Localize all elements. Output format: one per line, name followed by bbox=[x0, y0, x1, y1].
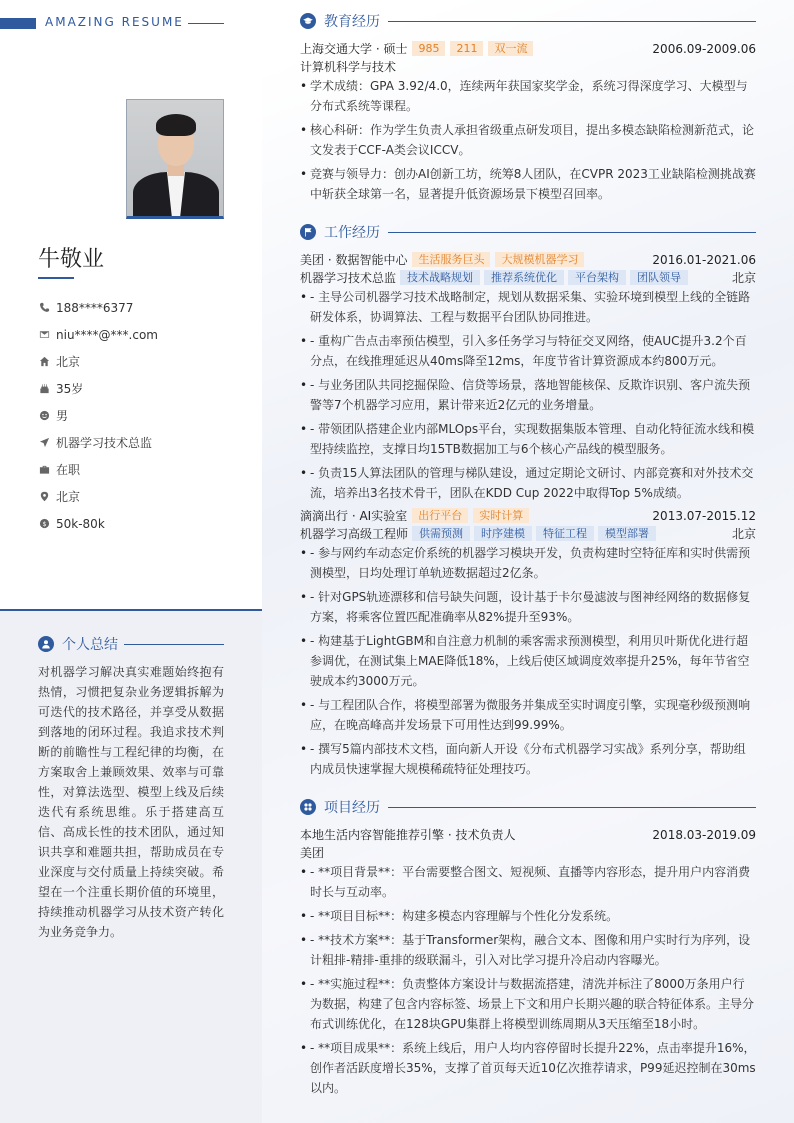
project-name-row bbox=[300, 826, 756, 843]
info-text: 188****6377 bbox=[56, 300, 134, 315]
education-date: 2006.09-2009.06 bbox=[652, 41, 756, 56]
project-date: 2018.03-2019.09 bbox=[652, 827, 756, 842]
education-divider bbox=[388, 21, 756, 22]
education-header bbox=[300, 11, 756, 31]
role-tag: 团队领导 bbox=[630, 270, 688, 285]
salary-icon bbox=[38, 518, 50, 530]
work-title: 工作经历 bbox=[324, 225, 380, 241]
list-item: • - 构建基于LightGBM和自注意力机制的乘客需求预测模型，利用贝叶斯优化进行超参调优，在测试集上MAE降低18%，上线后使区域调度效率提升25%，每年节省空驶成本约3000万元。 bbox=[300, 631, 756, 691]
job-role: 机器学习技术总监 bbox=[300, 271, 397, 285]
list-item: • 竞赛与领导力：创办AI创新工坊，统筹8人团队，在CVPR 2023工业缺陷检测挑战赛中斩获全球第一名，显著提升低资源场景下模型召回率。 bbox=[300, 164, 756, 204]
info-gender bbox=[38, 402, 248, 429]
flag-icon bbox=[300, 224, 316, 240]
projects-title: 项目经历 bbox=[324, 800, 380, 816]
job-bullets bbox=[300, 287, 756, 507]
role-tag: 时序建模 bbox=[474, 526, 532, 541]
send-icon bbox=[38, 437, 50, 449]
svg-text:$: $ bbox=[41, 519, 47, 528]
school-tag: 985 bbox=[412, 41, 445, 56]
face-icon bbox=[38, 410, 50, 422]
list-item: • - **项目背景**：平台需要整合图文、短视频、直播等内容形态，提升用户内容消费时长与互动率。 bbox=[300, 862, 756, 902]
info-text: 在职 bbox=[56, 463, 81, 477]
candidate-name: 牛敬业 bbox=[38, 247, 105, 272]
job-city: 北京 bbox=[731, 527, 756, 541]
summary-title: 个人总结 bbox=[62, 637, 118, 653]
contact-info-list bbox=[38, 294, 248, 537]
info-text: niu****@***.com bbox=[56, 327, 158, 342]
projects-header bbox=[300, 797, 756, 817]
list-item: • - **技术方案**：基于Transformer架构，融合文本、图像和用户实时行为序列，设计粗排-精排-重排的级联漏斗，引入对比学习提升冷启动内容曝光。 bbox=[300, 930, 756, 970]
list-item: • - 撰写5篇内部技术文档，面向新人开设《分布式机器学习实战》系列分享，帮助组内成员快速掌握大规模稀疏特征处理技巧。 bbox=[300, 739, 756, 779]
project-org-row bbox=[300, 844, 756, 861]
project-bullets bbox=[300, 862, 756, 1102]
briefcase-icon bbox=[38, 464, 50, 476]
summary-text: 对机器学习解决真实难题始终抱有热情，习惯把复杂业务逻辑拆解为可迭代的技术路径，并享受从数据到落地的闭环过程。我追求技术判断的前瞻性与工程纪律的均衡，在方案取舍上兼顾效果、效率与可靠性，对算法选型、模型上线及后续迭代有系统思维。乐于搭建高互信、高成长性的技术团队，通过知识共享和难题共担，帮助成员在专业深度与交付质量上持续突破。希望在一个注重长期价值的环境里，持续推动机器学习从技术资产转化为业务竞争力。 bbox=[38, 665, 224, 939]
brand-bar bbox=[0, 18, 36, 29]
info-email bbox=[38, 321, 248, 348]
education-title: 教育经历 bbox=[324, 14, 380, 30]
user-icon bbox=[38, 636, 54, 652]
projects-divider bbox=[388, 807, 756, 808]
company-name: 美团 · 数据智能中心 bbox=[300, 253, 408, 267]
company-tag: 大规模机器学习 bbox=[495, 252, 584, 267]
cake-icon bbox=[38, 383, 50, 395]
info-residence bbox=[38, 348, 248, 375]
list-item: • - **项目目标**：构建多模态内容理解与个性化分发系统。 bbox=[300, 906, 756, 926]
info-text: 北京 bbox=[56, 355, 81, 369]
role-tag: 模型部署 bbox=[598, 526, 656, 541]
company-tag: 生活服务巨头 bbox=[412, 252, 490, 267]
work-divider bbox=[388, 232, 756, 233]
list-item: • - 负责15人算法团队的管理与梯队建设，通过定期论文研讨、内部竞赛和对外技术交流，培养出3名技术骨干，团队在KDD Cup 2022中取得Top 5%成绩。 bbox=[300, 463, 756, 503]
home-icon bbox=[38, 356, 50, 368]
list-item: • 核心科研：作为学生负责人承担省级重点研发项目，提出多模态缺陷检测新范式，论文发表于CCF-A类会议ICCV。 bbox=[300, 120, 756, 160]
graduation-cap-icon bbox=[300, 13, 316, 29]
school-tag: 双一流 bbox=[488, 41, 533, 56]
education-major-row bbox=[300, 58, 756, 75]
job-bullets bbox=[300, 543, 756, 783]
list-item: • - 重构广告点击率预估模型，引入多任务学习与特征交叉网络，使AUC提升3.2个百分点，在线推理延迟从40ms降至12ms，年度节省计算资源成本约800万元。 bbox=[300, 331, 756, 371]
profile-photo bbox=[126, 99, 224, 219]
education-school-row bbox=[300, 40, 756, 57]
job-role-row bbox=[300, 269, 756, 286]
info-text: 男 bbox=[56, 409, 69, 423]
location-icon bbox=[38, 491, 50, 503]
brand-divider bbox=[188, 23, 224, 24]
role-tag: 供需预测 bbox=[412, 526, 470, 541]
project-name: 本地生活内容智能推荐引擎 · 技术负责人 bbox=[300, 828, 516, 842]
mail-icon bbox=[38, 329, 50, 341]
list-item: • - 与业务团队共同挖掘保险、信贷等场景，落地智能核保、反欺诈识别、客户流失预警等7个机器学习应用，累计带来近2亿元的业务增量。 bbox=[300, 375, 756, 415]
info-text: 机器学习技术总监 bbox=[56, 436, 153, 450]
list-item: • - **实施过程**：负责整体方案设计与数据流搭建，清洗并标注了8000万条用户行为数据，构建了包含内容标签、场景上下文和用户长期兴趣的联合特征体系。主导分布式训练优化，在128块GPU集群上将模型训练周期从3天压缩至18小时。 bbox=[300, 974, 756, 1034]
summary-header bbox=[38, 634, 224, 654]
info-age bbox=[38, 375, 248, 402]
list-item: • - 参与网约车动态定价系统的机器学习模块开发，负责构建时空特征库和实时供需预测模型，日均处理订单轨迹数据超过2亿条。 bbox=[300, 543, 756, 583]
job-company-row bbox=[300, 251, 756, 268]
job-role: 机器学习高级工程师 bbox=[300, 527, 409, 541]
company-tag: 出行平台 bbox=[412, 508, 468, 523]
role-tag: 推荐系统优化 bbox=[484, 270, 564, 285]
info-text: 35岁 bbox=[56, 382, 84, 396]
project-org: 美团 bbox=[300, 846, 325, 860]
job-role-row bbox=[300, 525, 756, 542]
info-status bbox=[38, 456, 248, 483]
info-position bbox=[38, 429, 248, 456]
info-salary bbox=[38, 510, 248, 537]
info-text: 北京 bbox=[56, 490, 81, 504]
role-tag: 特征工程 bbox=[536, 526, 594, 541]
info-phone bbox=[38, 294, 248, 321]
school-tag: 211 bbox=[450, 41, 483, 56]
phone-icon bbox=[38, 302, 50, 314]
list-item: • - 带领团队搭建企业内部MLOps平台，实现数据集版本管理、自动化特征流水线和模型持续监控，支撑日均15TB数据加工与6个核心产品线的模型服务。 bbox=[300, 419, 756, 459]
major: 计算机科学与技术 bbox=[300, 60, 397, 74]
education-bullets bbox=[300, 76, 756, 208]
summary-divider bbox=[124, 644, 224, 645]
list-item: • 学术成绩：GPA 3.92/4.0，连续两年获国家奖学金，系统习得深度学习、大模型与分布式系统等课程。 bbox=[300, 76, 756, 116]
job-date: 2013.07-2015.12 bbox=[652, 508, 756, 523]
brand-title: AMAZING RESUME bbox=[45, 15, 184, 29]
job-city: 北京 bbox=[731, 271, 756, 285]
info-location bbox=[38, 483, 248, 510]
list-item: • - 针对GPS轨迹漂移和信号缺失问题，设计基于卡尔曼滤波与图神经网络的数据修复方案，将乘客位置匹配准确率从82%提升至93%。 bbox=[300, 587, 756, 627]
name-underline bbox=[38, 277, 74, 279]
company-tag: 实时计算 bbox=[473, 508, 529, 523]
list-item: • - 主导公司机器学习技术战略制定，规划从数据采集、实验环境到模型上线的全链路研发体系，协调算法、工程与数据平台团队协同推进。 bbox=[300, 287, 756, 327]
role-tag: 平台架构 bbox=[568, 270, 626, 285]
company-name: 滴滴出行 · AI实验室 bbox=[300, 509, 408, 523]
grid-icon bbox=[300, 799, 316, 815]
work-header bbox=[300, 222, 756, 242]
info-text: 50k-80k bbox=[56, 516, 105, 531]
job-date: 2016.01-2021.06 bbox=[652, 252, 756, 267]
role-tag: 技术战略规划 bbox=[400, 270, 480, 285]
list-item: • - **项目成果**：系统上线后，用户人均内容停留时长提升22%，点击率提升16%，创作者活跃度增长35%，支撑了首页每天近10亿次推荐请求，P99延迟控制在30ms以内。 bbox=[300, 1038, 756, 1098]
job-company-row bbox=[300, 507, 756, 524]
school-name: 上海交通大学 · 硕士 bbox=[300, 42, 408, 56]
list-item: • - 与工程团队合作，将模型部署为微服务并集成至实时调度引擎，实现毫秒级预测响应，在晚高峰高并发场景下可用性达到99.99%。 bbox=[300, 695, 756, 735]
